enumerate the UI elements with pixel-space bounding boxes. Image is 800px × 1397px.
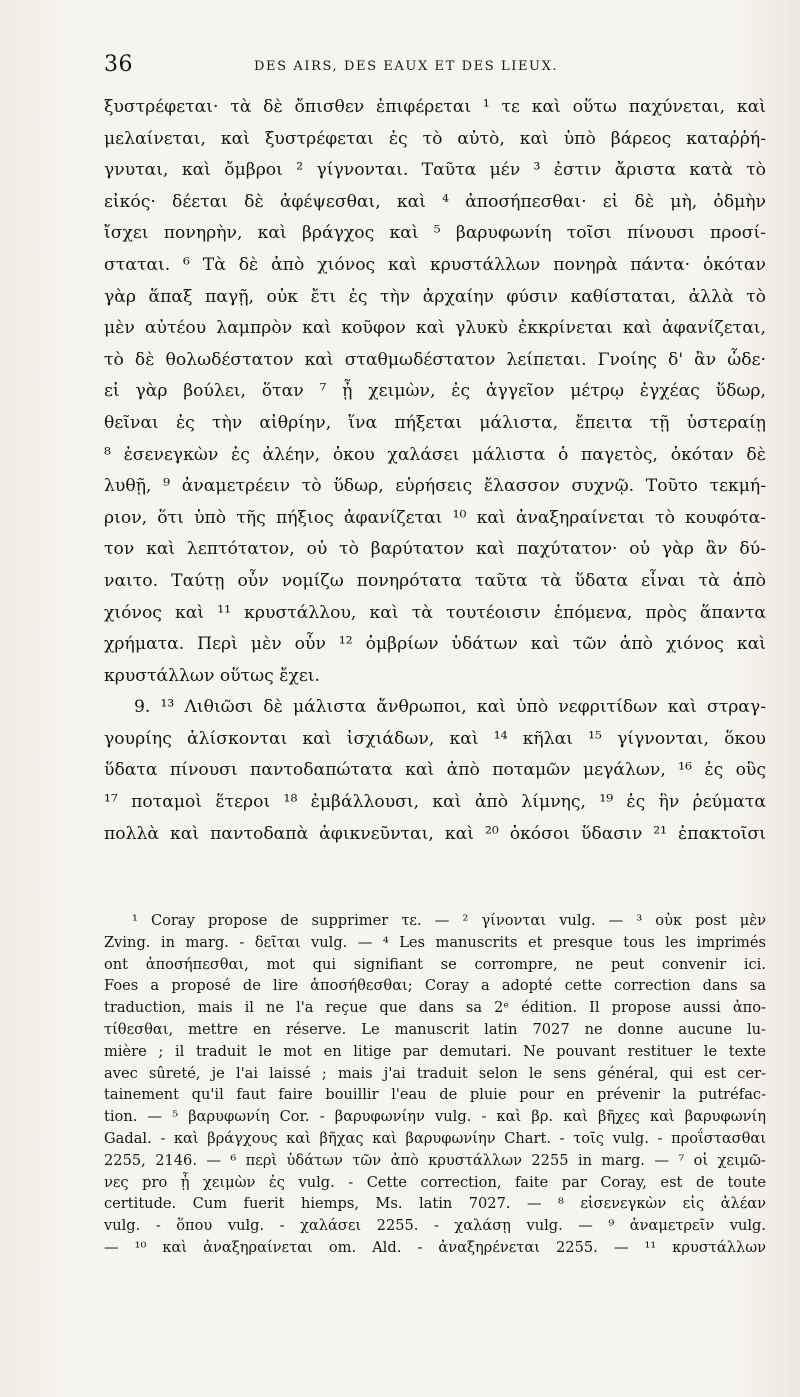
text-line: σταται. ⁶ Τὰ δὲ ἀπὸ χιόνος καὶ κρυστάλλων πονηρὰ πάντα· ὁκόταν <box>104 254 766 275</box>
text-line: ναιτο. Ταύτῃ οὖν νομίζω πονηρότατα ταῦτα τὰ ὕδατα εἶναι τὰ ἀπὸ <box>104 570 766 591</box>
text-line: πολλὰ καὶ παντοδαπὰ ἀφικνεῦνται, καὶ ²⁰ ὁκόσοι ὕδασιν ²¹ ἐπακτοῖσι <box>104 823 766 844</box>
text-line: θεῖναι ἐς τὴν αἰθρίην, ἵνα πήξεται μάλιστα, ἔπειτα τῇ ὑστεραίῃ <box>104 412 766 433</box>
page-number: 36 <box>104 52 133 77</box>
footnote-line: 2255, 2146. — ⁶ περὶ ὑδάτων τῶν ἀπὸ κρυστάλλων 2255 in marg. — ⁷ οἱ χειμῶ- <box>104 1151 766 1169</box>
footnote-line: — ¹⁰ καὶ ἀναξηραίνεται om. Ald. - ἀναξηρένεται 2255. — ¹¹ κρυστάλλων <box>104 1238 766 1256</box>
footnote-line: tainement qu'il faut faire bouillir l'eau de pluie pour en prévenir la putréfac- <box>104 1086 766 1104</box>
footnote-line: vulg. - ὅπου vulg. - χαλάσει 2255. - χαλάσῃ vulg. — ⁹ ἀναμετρεῖν vulg. <box>104 1217 766 1235</box>
text-line: τον καὶ λεπτότατον, οὐ τὸ βαρύτατον καὶ παχύτατον· οὐ γὰρ ἂν δύ- <box>104 539 766 560</box>
text-line: χιόνος καὶ ¹¹ κρυστάλλου, καὶ τὰ τουτέοισιν ἑπόμενα, πρὸς ἅπαντα <box>104 602 766 623</box>
section-start-line: 9. ¹³ Λιθιῶσι δὲ μάλιστα ἄνθρωποι, καὶ ὑπὸ νεφριτίδων καὶ στραγ- <box>134 697 766 718</box>
footnote-line: νες pro ᾖ χειμὼν ἐς vulg. - Cette correction, faite par Coray, est de toute <box>104 1173 766 1191</box>
text-line: εἰκός· δέεται δὲ ἀφέψεσθαι, καὶ ⁴ ἀποσήπεσθαι· εἰ δὲ μὴ, ὀδμὴν <box>104 191 766 212</box>
text-line: ριον, ὅτι ὑπὸ τῆς πήξιος ἀφανίζεται ¹⁰ καὶ ἀναξηραίνεται τὸ κουφότα- <box>104 507 766 528</box>
text-line: χρήματα. Περὶ μὲν οὖν ¹² ὀμβρίων ὑδάτων καὶ τῶν ἀπὸ χιόνος καὶ <box>104 634 766 655</box>
footnote-line: tion. — ⁵ βαρυφωνίη Cor. - βαρυφωνίην vulg. - καὶ βρ. καὶ βῆχες καὶ βαρυφωνίη <box>104 1108 766 1126</box>
text-line: ὕδατα πίνουσι παντοδαπώτατα καὶ ἀπὸ ποταμῶν μεγάλων, ¹⁶ ἐς οὓς <box>104 760 766 781</box>
text-line: λυθῇ, ⁹ ἀναμετρέειν τὸ ὕδωρ, εὑρήσεις ἔλασσον συχνῷ. Τοῦτο τεκμή- <box>104 476 766 497</box>
footnote-line: ¹ Coray propose de supprimer τε. — ² γίνονται vulg. — ³ οὐκ post μὲν <box>132 912 766 929</box>
footnotes <box>104 910 766 1259</box>
text-line: μελαίνεται, καὶ ξυστρέφεται ἐς τὸ αὐτὸ, καὶ ὑπὸ βάρεος καταῤῥή- <box>104 128 766 149</box>
text-line: ¹⁷ ποταμοὶ ἕτεροι ¹⁸ ἐμβάλλουσι, καὶ ἀπὸ λίμνης, ¹⁹ ἐς ἣν ῥεύματα <box>104 792 766 813</box>
text-line: ἴσχει πονηρὴν, καὶ βράγχος καὶ ⁵ βαρυφωνίη τοῖσι πίνουσι προσί- <box>104 223 766 244</box>
footnote-line: τίθεσθαι, mettre en réserve. Le manuscrit latin 7027 ne donne aucune lu- <box>104 1020 766 1038</box>
text-line: μὲν αὐτέου λαμπρὸν καὶ κοῦφον καὶ γλυκὺ ἐκκρίνεται καὶ ἀφανίζεται, <box>104 318 766 339</box>
text-line: ξυστρέφεται· τὰ δὲ ὄπισθεν ἐπιφέρεται ¹ τε καὶ οὕτω παχύνεται, καὶ <box>104 97 766 117</box>
footnote-line: avec sûreté, je l'ai laissé ; mais j'ai traduit selon le sens général, qui est cer- <box>104 1064 766 1082</box>
text-line: γνυται, καὶ ὄμβροι ² γίγνονται. Ταῦτα μέν ³ ἐστιν ἄριστα κατὰ τὸ <box>104 160 766 181</box>
text-line: ⁸ ἐσενεγκὼν ἐς ἀλέην, ὁκου χαλάσει μάλιστα ὁ παγετὸς, ὁκόταν δὲ <box>104 444 766 465</box>
footnote-line: traduction, mais il ne l'a reçue que dans sa 2ᵉ édition. Il propose aussi ἀπο- <box>104 999 766 1017</box>
footnote-line: Foes a proposé de lire ἀποσήθεσθαι; Coray a adopté cette correction dans sa <box>104 977 766 995</box>
footnote-line: ont ἀποσήπεσθαι, mot qui signifiant se corrompre, ne peut convenir ici. <box>104 955 766 973</box>
footnote-line: mière ; il traduit le mot en litige par demutari. Ne pouvant restituer le texte <box>104 1042 766 1060</box>
text-line: τὸ δὲ θολωδέστατον καὶ σταθμωδέστατον λείπεται. Γνοίης δ' ἂν ὧδε· <box>104 349 766 370</box>
footnote-line: Zving. in marg. - δεῖται vulg. — ⁴ Les manuscrits et presque tous les imprimés <box>104 933 766 951</box>
text-line: εἰ γὰρ βούλει, ὅταν ⁷ ᾖ χειμὼν, ἐς ἀγγεῖον μέτρῳ ἐγχέας ὕδωρ, <box>104 381 766 402</box>
running-title: DES AIRS, DES EAUX ET DES LIEUX. <box>254 59 559 74</box>
footnote-line: Gadal. - καὶ βράγχους καὶ βῆχας καὶ βαρυφωνίην Chart. - τοῖς vulg. - προΐστασθαι <box>104 1129 766 1147</box>
page-header <box>104 52 764 82</box>
text-line: κρυστάλλων οὕτως ἔχει. <box>104 665 321 686</box>
text-line: γουρίης ἁλίσκονται καὶ ἰσχιάδων, καὶ ¹⁴ κῆλαι ¹⁵ γίγνονται, ὅκου <box>104 728 766 749</box>
text-line: γὰρ ἅπαξ παγῇ, οὐκ ἔτι ἐς τὴν ἀρχαίην φύσιν καθίσταται, ἀλλὰ τὸ <box>104 286 766 307</box>
greek-main-text <box>104 92 766 850</box>
footnote-line: certitude. Cum fuerit hiemps, Ms. latin 7027. — ⁸ εἰσενεγκὼν εἰς ἀλέαν <box>104 1195 766 1213</box>
